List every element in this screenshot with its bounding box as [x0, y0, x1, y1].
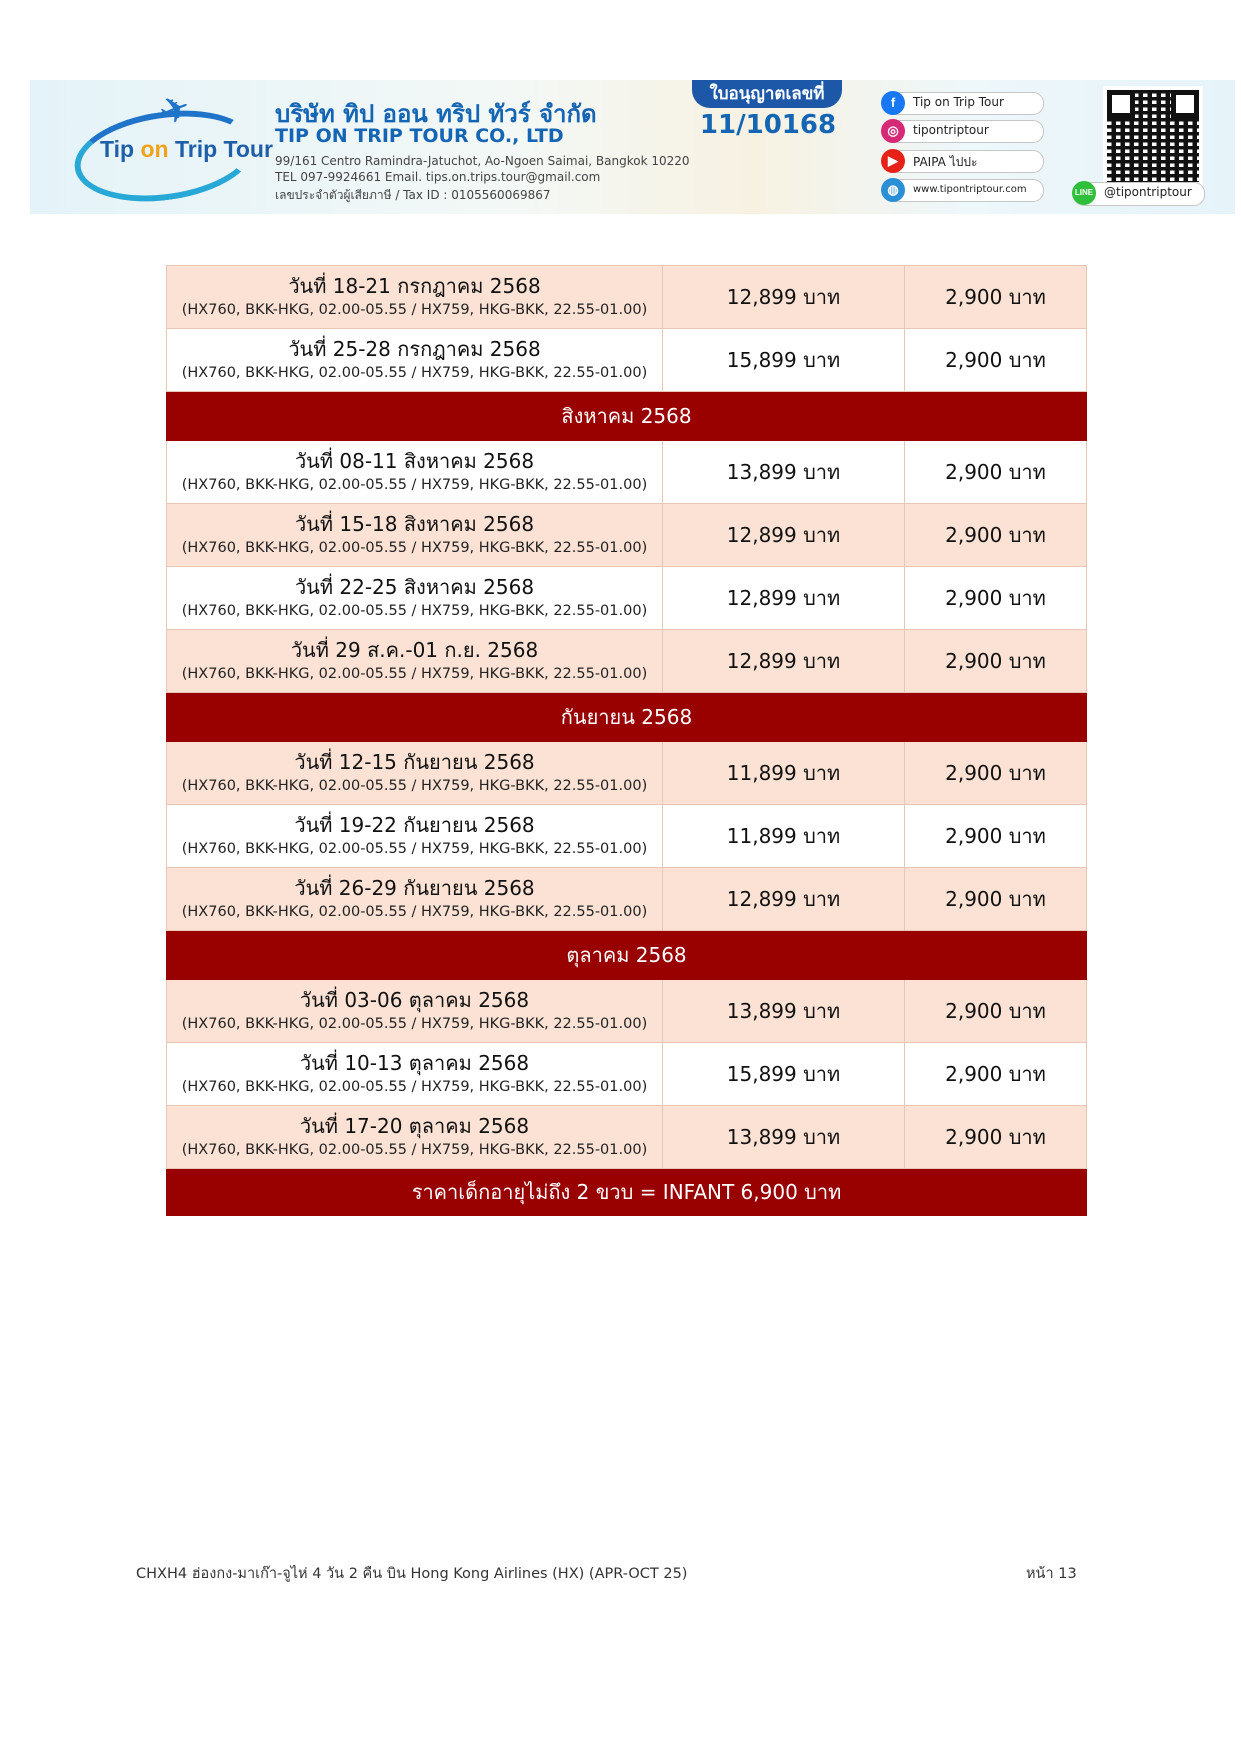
price-table-body: [167, 266, 1087, 1216]
travel-date-cell: [167, 980, 663, 1043]
travel-date: วันที่ 25-28 กรกฎาคม 2568: [288, 337, 541, 361]
flight-details: (HX760, BKK-HKG, 02.00-05.55 / HX759, HKG-BKK, 22.55-01.00): [181, 841, 648, 857]
company-name-th: บริษัท ทิป ออน ทริป ทัวร์ จำกัด: [275, 100, 597, 128]
tour-price: 12,899 บาท: [663, 868, 905, 931]
extra-charge: 2,900 บาท: [905, 567, 1087, 630]
license-number: 11/10168: [699, 110, 837, 140]
tour-price: 12,899 บาท: [663, 266, 905, 329]
tour-price: 13,899 บาท: [663, 441, 905, 504]
tour-price: 11,899 บาท: [663, 742, 905, 805]
airplane-icon: ✈: [153, 86, 197, 135]
globe-icon: ◍: [881, 178, 905, 202]
extra-charge: 2,900 บาท: [905, 1043, 1087, 1106]
table-row: [167, 742, 1087, 805]
table-row: [167, 980, 1087, 1043]
instagram-link[interactable]: ◎ tipontriptour: [882, 120, 1044, 143]
month-header: ตุลาคม 2568: [167, 931, 1087, 980]
table-row: [167, 504, 1087, 567]
extra-charge: 2,900 บาท: [905, 805, 1087, 868]
table-row: [167, 1106, 1087, 1169]
infant-price-note: ราคาเด็กอายุไม่ถึง 2 ขวบ = INFANT 6,900 บาท: [167, 1169, 1087, 1216]
youtube-icon: ▶: [881, 149, 905, 173]
travel-date-cell: [167, 805, 663, 868]
travel-date: วันที่ 10-13 ตุลาคม 2568: [299, 1051, 530, 1075]
travel-date: วันที่ 18-21 กรกฎาคม 2568: [288, 274, 541, 298]
extra-charge: 2,900 บาท: [905, 630, 1087, 693]
travel-date: วันที่ 08-11 สิงหาคม 2568: [294, 449, 535, 473]
extra-charge: 2,900 บาท: [905, 441, 1087, 504]
travel-date: วันที่ 17-20 ตุลาคม 2568: [299, 1114, 530, 1138]
tour-price: 13,899 บาท: [663, 1106, 905, 1169]
website-link[interactable]: ◍ www.tipontriptour.com: [882, 179, 1044, 202]
table-row: [167, 805, 1087, 868]
table-row: [167, 1043, 1087, 1106]
tour-price: 15,899 บาท: [663, 1043, 905, 1106]
facebook-icon: f: [881, 91, 905, 115]
travel-date: วันที่ 15-18 สิงหาคม 2568: [294, 512, 535, 536]
flight-details: (HX760, BKK-HKG, 02.00-05.55 / HX759, HKG-BKK, 22.55-01.00): [181, 904, 648, 920]
tour-price: 12,899 บาท: [663, 504, 905, 567]
flight-details: (HX760, BKK-HKG, 02.00-05.55 / HX759, HKG-BKK, 22.55-01.00): [181, 477, 648, 493]
month-header: กันยายน 2568: [167, 693, 1087, 742]
qr-code: [1103, 86, 1203, 186]
flight-details: (HX760, BKK-HKG, 02.00-05.55 / HX759, HKG-BKK, 22.55-01.00): [181, 365, 648, 381]
logo-text: Tip on Trip Tour: [100, 136, 273, 162]
travel-date-cell: [167, 868, 663, 931]
travel-date-cell: [167, 266, 663, 329]
flight-details: (HX760, BKK-HKG, 02.00-05.55 / HX759, HKG-BKK, 22.55-01.00): [181, 666, 648, 682]
tour-price: 12,899 บาท: [663, 630, 905, 693]
extra-charge: 2,900 บาท: [905, 980, 1087, 1043]
company-contact: TEL 097-9924661 Email. tips.on.trips.tour@gmail.com: [275, 170, 601, 184]
table-row: [167, 441, 1087, 504]
table-row: [167, 567, 1087, 630]
footer-program: CHXH4 ฮ่องกง-มาเก๊า-จูไห่ 4 วัน 2 คืน บิน Hong Kong Airlines (HX) (APR-OCT 25): [136, 1566, 688, 1582]
extra-charge: 2,900 บาท: [905, 868, 1087, 931]
header-banner: [30, 80, 1235, 214]
extra-charge: 2,900 บาท: [905, 329, 1087, 392]
flight-details: (HX760, BKK-HKG, 02.00-05.55 / HX759, HKG-BKK, 22.55-01.00): [181, 778, 648, 794]
line-id-link[interactable]: LINE @tipontriptour: [1073, 182, 1205, 206]
table-row: [167, 266, 1087, 329]
youtube-link[interactable]: ▶ PAIPA ไปปะ: [882, 150, 1044, 173]
tour-price: 11,899 บาท: [663, 805, 905, 868]
line-icon: LINE: [1072, 181, 1096, 205]
travel-date: วันที่ 03-06 ตุลาคม 2568: [299, 988, 530, 1012]
flight-details: (HX760, BKK-HKG, 02.00-05.55 / HX759, HKG-BKK, 22.55-01.00): [181, 1016, 648, 1032]
flight-details: (HX760, BKK-HKG, 02.00-05.55 / HX759, HKG-BKK, 22.55-01.00): [181, 302, 648, 318]
travel-date-cell: [167, 1043, 663, 1106]
extra-charge: 2,900 บาท: [905, 742, 1087, 805]
flight-details: (HX760, BKK-HKG, 02.00-05.55 / HX759, HKG-BKK, 22.55-01.00): [181, 1142, 648, 1158]
facebook-link[interactable]: f Tip on Trip Tour: [882, 92, 1044, 115]
company-tax-id: เลขประจำตัวผู้เสียภาษี / Tax ID : 0105560069867: [275, 188, 551, 202]
tour-price: 12,899 บาท: [663, 567, 905, 630]
travel-date-cell: [167, 1106, 663, 1169]
page-number: หน้า 13: [1026, 1566, 1077, 1582]
travel-date: วันที่ 26-29 กันยายน 2568: [294, 876, 535, 900]
travel-date-cell: [167, 630, 663, 693]
travel-date-cell: [167, 329, 663, 392]
month-header: สิงหาคม 2568: [167, 392, 1087, 441]
company-logo: [68, 86, 288, 202]
flight-details: (HX760, BKK-HKG, 02.00-05.55 / HX759, HKG-BKK, 22.55-01.00): [181, 540, 648, 556]
travel-date-cell: [167, 742, 663, 805]
company-name-en: TIP ON TRIP TOUR CO., LTD: [275, 125, 564, 147]
month-header-row: [167, 392, 1087, 441]
travel-date: วันที่ 19-22 กันยายน 2568: [294, 813, 535, 837]
table-row: [167, 868, 1087, 931]
travel-date: วันที่ 22-25 สิงหาคม 2568: [294, 575, 535, 599]
flight-details: (HX760, BKK-HKG, 02.00-05.55 / HX759, HKG-BKK, 22.55-01.00): [181, 603, 648, 619]
extra-charge: 2,900 บาท: [905, 1106, 1087, 1169]
instagram-icon: ◎: [881, 119, 905, 143]
month-header-row: [167, 693, 1087, 742]
travel-date-cell: [167, 441, 663, 504]
license-label: ใบอนุญาตเลขที่: [692, 80, 842, 108]
extra-charge: 2,900 บาท: [905, 504, 1087, 567]
infant-note-row: [167, 1169, 1087, 1216]
month-header-row: [167, 931, 1087, 980]
travel-date: วันที่ 29 ส.ค.-01 ก.ย. 2568: [290, 638, 539, 662]
travel-date-cell: [167, 504, 663, 567]
table-row: [167, 329, 1087, 392]
price-table: [166, 265, 1087, 1216]
flight-details: (HX760, BKK-HKG, 02.00-05.55 / HX759, HKG-BKK, 22.55-01.00): [181, 1079, 648, 1095]
extra-charge: 2,900 บาท: [905, 266, 1087, 329]
table-row: [167, 630, 1087, 693]
tour-price: 13,899 บาท: [663, 980, 905, 1043]
company-address: 99/161 Centro Ramindra-Jatuchot, Ao-Ngoen Saimai, Bangkok 10220: [275, 154, 690, 168]
travel-date-cell: [167, 567, 663, 630]
travel-date: วันที่ 12-15 กันยายน 2568: [294, 750, 535, 774]
tour-price: 15,899 บาท: [663, 329, 905, 392]
